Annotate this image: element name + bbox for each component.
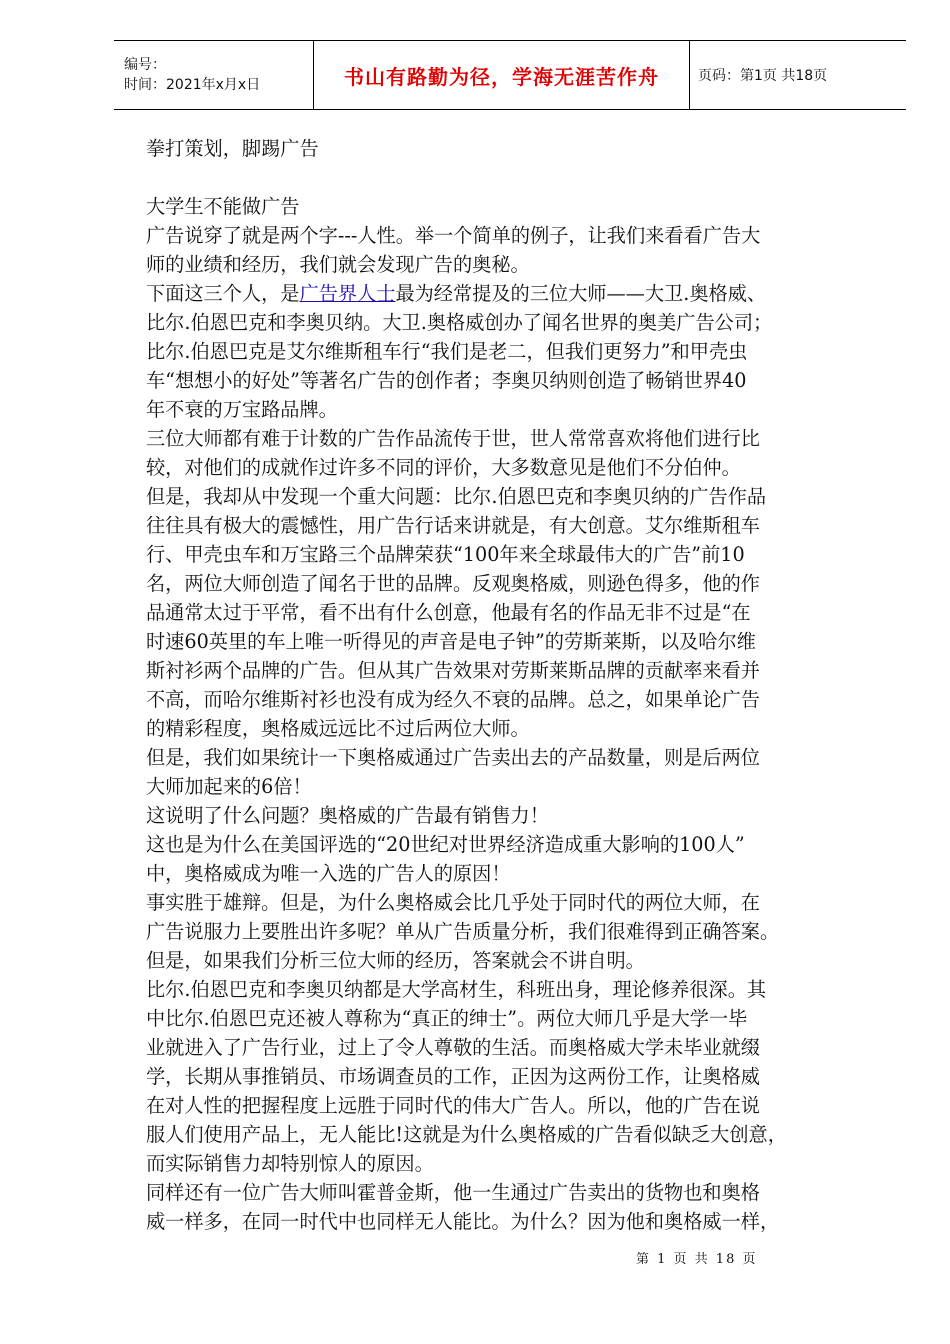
body-line: 同样还有一位广告大师叫霍普金斯，他一生通过广告卖出的货物也和奥格 bbox=[146, 1181, 760, 1204]
body-line: 但是，如果我们分析三位大师的经历，答案就会不讲自明。 bbox=[146, 949, 645, 972]
header-number-label: 编号： bbox=[124, 57, 166, 73]
body-line: 业就进入了广告行业，过上了令人尊敬的生活。而奥格威大学未毕业就缀 bbox=[146, 1036, 760, 1059]
body-line: 师的业绩和经历，我们就会发现广告的奥秘。 bbox=[146, 253, 530, 276]
body-line: 不高，而哈尔维斯衬衫也没有成为经久不衰的品牌。总之，如果单论广告 bbox=[146, 688, 760, 711]
body-line: 学，长期从事推销员、市场调查员的工作，正因为这两份工作，让奥格威 bbox=[146, 1065, 760, 1088]
line-pre: 下面这三个人，是 bbox=[146, 282, 300, 305]
page-footer: 第 1 页 共 18 页 bbox=[636, 1252, 758, 1267]
body-line: 在对人性的把握程度上远胜于同时代的伟大广告人。所以，他的广告在说 bbox=[146, 1094, 760, 1117]
page-header bbox=[114, 40, 906, 110]
body-line: 车“想想小的好处”等著名广告的创作者；李奥贝纳则创造了畅销世界40 bbox=[146, 369, 747, 392]
header-time-label: 时间：2021年x月x日 bbox=[124, 77, 261, 93]
body-line: 而实际销售力却特别惊人的原因。 bbox=[146, 1152, 434, 1175]
body-line: 服人们使用产品上，无人能比!这就是为什么奥格威的广告看似缺乏大创意， bbox=[146, 1123, 787, 1146]
body-line: 这也是为什么在美国评选的“20世纪对世界经济造成重大影响的100人” bbox=[146, 833, 745, 856]
body-line: 品通常太过于平常，看不出有什么创意，他最有名的作品无非不过是“在 bbox=[146, 601, 751, 624]
body-line: 广告说穿了就是两个字---人性。举一个简单的例子，让我们来看看广告大 bbox=[146, 224, 761, 247]
body-line: 时速60英里的车上唯一听得见的声音是电子钟”的劳斯莱斯，以及哈尔维 bbox=[146, 630, 756, 653]
body-line: 年不衰的万宝路品牌。 bbox=[146, 398, 338, 421]
body-line bbox=[146, 279, 886, 308]
document-title: 拳打策划，脚踢广告 bbox=[146, 137, 319, 160]
line-post: 最为经常提及的三位大师——大卫.奥格威、 bbox=[395, 282, 767, 305]
document-body bbox=[146, 134, 886, 1236]
header-page-info: 页码：第1页 共18页 bbox=[698, 68, 828, 84]
body-line: 斯衬衫两个品牌的广告。但从其广告效果对劳斯莱斯品牌的贡献率来看并 bbox=[146, 659, 760, 682]
header-motto: 书山有路勤为径，学海无涯苦作舟 bbox=[314, 41, 690, 109]
body-line: 往往具有极大的震憾性，用广告行话来讲就是，有大创意。艾尔维斯租车 bbox=[146, 514, 760, 537]
body-line: 名，两位大师创造了闻名于世的品牌。反观奥格威，则逊色得多，他的作 bbox=[146, 572, 760, 595]
body-line: 中，奥格威成为唯一入选的广告人的原因！ bbox=[146, 862, 511, 885]
body-line: 大学生不能做广告 bbox=[146, 195, 300, 218]
body-line: 的精彩程度，奥格威远远比不过后两位大师。 bbox=[146, 717, 530, 740]
header-meta bbox=[114, 41, 314, 109]
body-line: 三位大师都有难于计数的广告作品流传于世，世人常常喜欢将他们进行比 bbox=[146, 427, 760, 450]
body-line: 大师加起来的6倍！ bbox=[146, 775, 312, 798]
body-line: 但是，我们如果统计一下奥格威通过广告卖出去的产品数量，则是后两位 bbox=[146, 746, 760, 769]
body-line: 事实胜于雄辩。但是，为什么奥格威会比几乎处于同时代的两位大师，在 bbox=[146, 891, 760, 914]
body-line: 这说明了什么问题？奥格威的广告最有销售力！ bbox=[146, 804, 549, 827]
body-line: 威一样多，在同一时代中也同样无人能比。为什么？因为他和奥格威一样， bbox=[146, 1210, 780, 1233]
inline-link[interactable]: 广告界人士 bbox=[299, 282, 396, 305]
body-line: 比尔.伯恩巴克和李奥贝纳都是大学高材生，科班出身，理论修养很深。其 bbox=[146, 978, 767, 1001]
body-line: 比尔.伯恩巴克和李奥贝纳。大卫.奥格威创办了闻名世界的奥美广告公司； bbox=[146, 311, 773, 334]
body-line: 广告说服力上要胜出许多呢？单从广告质量分析，我们很难得到正确答案。 bbox=[146, 920, 780, 943]
body-line: 中比尔.伯恩巴克还被人尊称为“真正的绅士”。两位大师几乎是大学一毕 bbox=[146, 1007, 748, 1030]
body-line: 但是，我却从中发现一个重大问题：比尔.伯恩巴克和李奥贝纳的广告作品 bbox=[146, 485, 767, 508]
body-line: 较，对他们的成就作过许多不同的评价，大多数意见是他们不分伯仲。 bbox=[146, 456, 741, 479]
body-line: 比尔.伯恩巴克是艾尔维斯租车行“我们是老二，但我们更努力”和甲壳虫 bbox=[146, 340, 748, 363]
body-line: 行、甲壳虫车和万宝路三个品牌荣获“100年来全球最伟大的广告”前10 bbox=[146, 543, 745, 566]
